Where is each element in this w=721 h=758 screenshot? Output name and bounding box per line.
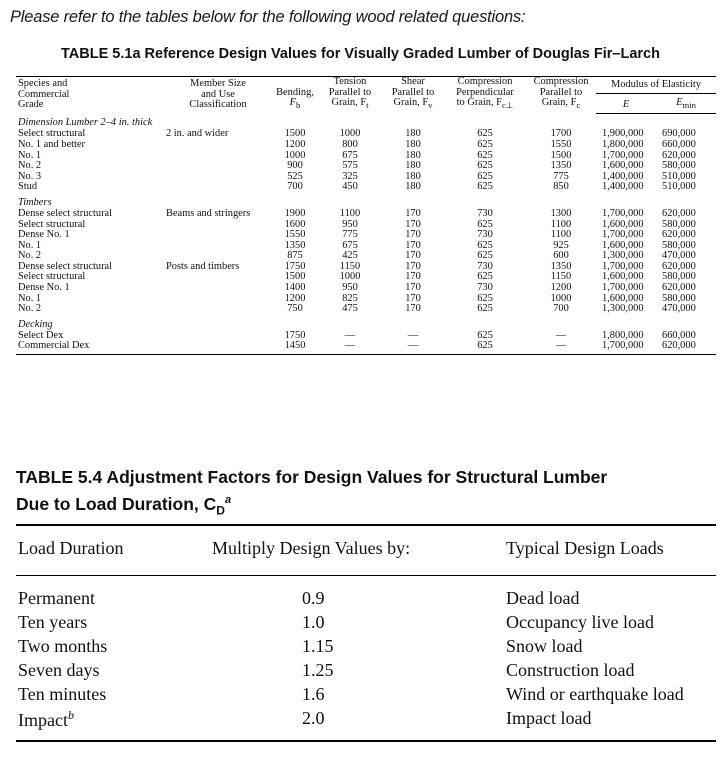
table1-body: [16, 114, 716, 355]
cell-grade: No. 2: [18, 303, 42, 315]
cell-e: 1,600,000: [602, 239, 644, 251]
cell-fb: 900: [287, 160, 303, 172]
cell-ft: 825: [342, 292, 358, 304]
cell-load: Construction load: [506, 660, 635, 680]
cell-fc: 1150: [550, 271, 572, 283]
table4-header-rule: [16, 575, 716, 576]
cell-use: [164, 161, 272, 172]
cell-ft: 950: [342, 282, 358, 294]
cell-fc: 1350: [550, 160, 572, 172]
cell-fb: 1000: [284, 149, 306, 161]
cell-factor: 2.0: [302, 708, 325, 728]
cell-e: 1,400,000: [602, 170, 644, 182]
cell-factor: 0.9: [302, 588, 325, 608]
cell-fv: —: [382, 341, 444, 354]
header-load-duration: Load Duration: [18, 538, 124, 558]
cell-grade: No. 1: [18, 149, 42, 161]
cell-fb: 1350: [284, 239, 306, 251]
cell-fcp: 625: [477, 128, 493, 140]
cell-grade: Dense No. 1: [18, 229, 70, 241]
cell-ft: 325: [342, 170, 358, 182]
cell-use: [164, 140, 272, 151]
cell-emin: 470,000: [662, 250, 696, 262]
header-emin: $E_{min}$: [656, 93, 716, 114]
cell-duration: Ten years: [18, 612, 88, 632]
cell-fc: 775: [553, 170, 569, 182]
cell-factor: 1.6: [302, 684, 325, 704]
cell-use: Beams and stringers: [166, 207, 251, 219]
header-multiply: Multiply Design Values by:: [212, 538, 411, 558]
cell-emin: 580,000: [662, 271, 696, 283]
table4-top-rule: [16, 524, 716, 526]
cell-fcp: 730: [477, 260, 493, 272]
cell-fv: —: [407, 329, 419, 341]
table-row: [16, 684, 716, 708]
cell-fc: —: [526, 341, 596, 354]
cell-fcp: 730: [477, 207, 493, 219]
header-tension: Tension Parallel to Grain, $F_t$: [318, 77, 382, 114]
cell-grade: Dense No. 1: [18, 282, 70, 294]
section-row: [16, 315, 716, 331]
table-row: [16, 636, 716, 660]
cell-emin: 580,000: [662, 218, 696, 230]
cell-ft: 950: [342, 218, 358, 230]
header-bending: Bending, $F_b$: [272, 77, 318, 114]
header-comp-perp: Compression Perpendicular to Grain, $F_{c\perp}$: [444, 77, 526, 114]
cell-load: Occupancy live load: [506, 612, 654, 632]
cell-use: 2 in. and wider: [166, 128, 229, 140]
cell-fcp: 625: [477, 303, 493, 315]
cell-grade: Stud: [18, 181, 38, 193]
cell-fb: 1400: [284, 282, 306, 294]
cell-fb: 525: [287, 170, 303, 182]
cell-factor: 1.0: [302, 612, 325, 632]
cell-use: [164, 272, 272, 283]
cell-fcp: 625: [477, 181, 493, 193]
cell-fv: 170: [405, 271, 421, 283]
cell-use: [164, 182, 272, 193]
cell-emin: 620,000: [662, 149, 696, 161]
cell-fb: 1200: [284, 138, 306, 150]
cell-grade: No. 1: [18, 292, 42, 304]
cell-fv: 180: [405, 138, 421, 150]
section-row: [16, 193, 716, 209]
cell-fb: 1500: [284, 271, 306, 283]
cell-ft: 800: [342, 138, 358, 150]
cell-fcp: 625: [477, 239, 493, 251]
cell-duration: Impact$^b$: [18, 708, 74, 730]
douglas-fir-table: [16, 76, 716, 355]
cell-fv: 170: [405, 282, 421, 294]
cell-fc: 1200: [550, 282, 572, 294]
cell-fc: —: [555, 329, 567, 341]
intro-text: Please refer to the tables below for the following wood related questions:: [10, 8, 526, 26]
table-row: [16, 341, 716, 354]
cell-e: 1,700,000: [602, 229, 644, 241]
cell-duration: Permanent: [18, 588, 95, 608]
cell-fb: 1750: [284, 329, 306, 341]
cell-e: 1,900,000: [602, 128, 644, 140]
cell-ft: 1150: [339, 260, 361, 272]
cell-use: [164, 241, 272, 252]
table-row: [16, 588, 716, 612]
cell-fb: 1900: [284, 207, 306, 219]
cell-emin: 660,000: [662, 329, 696, 341]
cell-grade: Select Dex: [18, 329, 64, 341]
header-shear: Shear Parallel to Grain, $F_v$: [382, 77, 444, 114]
cell-e: 1,800,000: [602, 138, 644, 150]
cell-fv: 170: [405, 229, 421, 241]
cell-fb: 1500: [284, 128, 306, 140]
cell-e: 1,600,000: [602, 160, 644, 172]
cell-e: 1,300,000: [602, 250, 644, 262]
cell-fb: 1600: [284, 218, 306, 230]
cell-fcp: 730: [477, 282, 493, 294]
cell-emin: 620,000: [662, 229, 696, 241]
cell-grade: No. 1: [18, 239, 42, 251]
table4-title: TABLE 5.4 Adjustment Factors for Design Values for Structural Lumber Due to Load Duration, $C_D^a$: [16, 467, 608, 518]
cell-emin: 620,000: [662, 282, 696, 294]
cell-fcp: 625: [477, 250, 493, 262]
cell-emin: 510,000: [662, 170, 696, 182]
cell-fcp: 625: [477, 138, 493, 150]
cell-fcp: 625: [477, 160, 493, 172]
cell-fv: 170: [405, 250, 421, 262]
cell-e: 1,700,000: [602, 149, 644, 161]
cell-fb: 875: [287, 250, 303, 262]
table1-title: TABLE 5.1a Reference Design Values for Visually Graded Lumber of Douglas Fir–Larch: [61, 46, 660, 62]
cell-fcp: 625: [477, 292, 493, 304]
cell-duration: Seven days: [18, 660, 100, 680]
cell-emin: 620,000: [662, 260, 696, 272]
cell-e: 1,700,000: [602, 207, 644, 219]
table4-body: [16, 588, 716, 738]
cell-grade: No. 2: [18, 250, 42, 262]
cell-factor: 1.25: [302, 660, 334, 680]
cell-fb: 1200: [284, 292, 306, 304]
cell-grade: Dense select structural: [18, 260, 113, 272]
section-heading: Dimension Lumber 2–4 in. thick: [18, 117, 153, 129]
cell-grade: Commercial Dex: [16, 341, 164, 354]
cell-fc: 1100: [550, 229, 572, 241]
cell-use: [164, 151, 272, 162]
cell-fc: 1700: [550, 128, 572, 140]
cell-fv: 170: [405, 292, 421, 304]
cell-load: Impact load: [506, 708, 592, 728]
cell-ft: 425: [342, 250, 358, 262]
table-row: [16, 182, 716, 193]
cell-fcp: 625: [477, 329, 493, 341]
cell-fc: 600: [553, 250, 569, 262]
cell-ft: 1100: [339, 207, 361, 219]
table-row: [16, 612, 716, 636]
cell-duration: Two months: [18, 636, 108, 656]
cell-e: 1,600,000: [602, 292, 644, 304]
cell-use: [164, 331, 272, 342]
cell-fc: 1550: [550, 138, 572, 150]
cell-emin: 580,000: [662, 160, 696, 172]
cell-fc: 1300: [550, 207, 572, 219]
cell-load: Snow load: [506, 636, 583, 656]
table-row: [16, 660, 716, 684]
cell-use: [164, 220, 272, 231]
cell-fv: 170: [405, 303, 421, 315]
cell-e: 1,800,000: [602, 329, 644, 341]
cell-ft: 775: [342, 229, 358, 241]
cell-emin: 580,000: [662, 292, 696, 304]
cell-use: [164, 294, 272, 305]
cell-use: [164, 172, 272, 183]
cell-fv: 170: [405, 218, 421, 230]
header-member-size: Member Size and Use Classification: [164, 77, 272, 114]
cell-fcp: 625: [477, 170, 493, 182]
header-species: Species and Commercial Grade: [16, 77, 164, 114]
cell-grade: Select structural: [18, 218, 86, 230]
cell-fb: 700: [287, 181, 303, 193]
cell-e: 1,600,000: [602, 218, 644, 230]
cell-use: [164, 341, 272, 354]
cell-fcp: 730: [477, 229, 493, 241]
cell-fc: 1350: [550, 260, 572, 272]
header-e: E: [596, 93, 656, 114]
cell-e: 1,300,000: [602, 303, 644, 315]
table-row: [16, 304, 716, 315]
cell-emin: 660,000: [662, 138, 696, 150]
cell-duration: Ten minutes: [18, 684, 107, 704]
cell-fcp: 625: [477, 218, 493, 230]
cell-fc: 700: [553, 303, 569, 315]
cell-e: 1,400,000: [602, 181, 644, 193]
cell-fv: 180: [405, 160, 421, 172]
header-typical-loads: Typical Design Loads: [506, 538, 664, 558]
cell-fc: 1100: [550, 218, 572, 230]
cell-fv: 170: [405, 207, 421, 219]
table4-bottom-rule: [16, 740, 716, 742]
cell-ft: 1000: [339, 271, 361, 283]
cell-grade: No. 3: [18, 170, 42, 182]
cell-fv: 170: [405, 260, 421, 272]
section-heading: Timbers: [18, 196, 52, 208]
cell-grade: Select structural: [18, 271, 86, 283]
cell-e: 1,700,000: [602, 260, 644, 272]
cell-e: 1,700,000: [596, 341, 656, 354]
footnote-marker: b: [67, 708, 74, 722]
table-row: [16, 209, 716, 220]
cell-grade: No. 2: [18, 160, 42, 172]
cell-fc: 1500: [550, 149, 572, 161]
header-comp-parallel: Compression Parallel to Grain, $F_c$: [526, 77, 596, 114]
cell-fv: 180: [405, 128, 421, 140]
cell-emin: 620,000: [662, 207, 696, 219]
table-row: [16, 140, 716, 151]
cell-grade: No. 1 and better: [18, 138, 85, 150]
cell-use: [164, 304, 272, 315]
cell-fc: 850: [553, 181, 569, 193]
cell-emin: 470,000: [662, 303, 696, 315]
cell-e: 1,700,000: [602, 282, 644, 294]
section-row: [16, 114, 716, 130]
cell-ft: 450: [342, 181, 358, 193]
cell-fcp: 625: [477, 271, 493, 283]
cell-emin: 620,000: [656, 341, 716, 354]
cell-fb: 1550: [284, 229, 306, 241]
cell-fv: 170: [405, 239, 421, 251]
cell-load: Dead load: [506, 588, 580, 608]
cell-fv: 180: [405, 149, 421, 161]
cell-ft: —: [318, 341, 382, 354]
cell-fb: 750: [287, 303, 303, 315]
cell-factor: 1.15: [302, 636, 334, 656]
cell-fb: 1450: [272, 341, 318, 354]
cell-fcp: 625: [444, 341, 526, 354]
cell-ft: 1000: [339, 128, 361, 140]
cell-fv: 180: [405, 181, 421, 193]
cell-use: Posts and timbers: [166, 260, 240, 272]
cell-ft: 675: [342, 149, 358, 161]
cell-load: Wind or earthquake load: [506, 684, 684, 704]
cell-ft: 475: [342, 303, 358, 315]
cell-grade: Dense select structural: [18, 207, 113, 219]
cell-grade: Select structural: [18, 128, 86, 140]
cell-e: 1,600,000: [602, 271, 644, 283]
cell-fcp: 625: [477, 149, 493, 161]
cell-ft: 575: [342, 160, 358, 172]
cell-fc: 1000: [550, 292, 572, 304]
section-heading: Decking: [18, 318, 53, 330]
cell-fb: 1750: [284, 260, 306, 272]
cell-emin: 580,000: [662, 239, 696, 251]
cell-ft: —: [344, 329, 356, 341]
cell-use: [164, 283, 272, 294]
cell-use: [164, 230, 272, 241]
table-row: [16, 708, 716, 732]
header-moe: Modulus of Elasticity: [596, 77, 716, 94]
cell-ft: 675: [342, 239, 358, 251]
cell-emin: 690,000: [662, 128, 696, 140]
cell-fc: 925: [553, 239, 569, 251]
cell-fv: 180: [405, 170, 421, 182]
cell-emin: 510,000: [662, 181, 696, 193]
